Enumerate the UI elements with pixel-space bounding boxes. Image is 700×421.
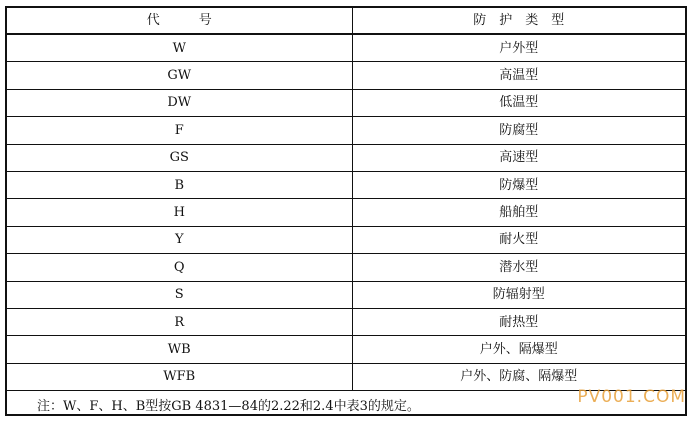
- cell-code: WFB: [7, 363, 352, 390]
- cell-type: 防腐型: [352, 117, 685, 144]
- cell-type: 户外、防腐、隔爆型: [352, 363, 685, 390]
- header-protection-type: 防 护 类 型: [352, 8, 685, 34]
- cell-type: 潜水型: [352, 254, 685, 281]
- cell-type: 耐火型: [352, 226, 685, 253]
- cell-type: 户外、隔爆型: [352, 336, 685, 363]
- header-code: 代 号: [7, 8, 352, 34]
- cell-type: 户外型: [352, 34, 685, 62]
- table-row: [7, 89, 685, 116]
- cell-type: 低温型: [352, 89, 685, 116]
- table-row: [7, 34, 685, 62]
- table-row: [7, 171, 685, 198]
- cell-type: 防辐射型: [352, 281, 685, 308]
- table-row: [7, 281, 685, 308]
- protection-type-table-frame: [5, 6, 687, 416]
- table-row: [7, 226, 685, 253]
- cell-code: DW: [7, 89, 352, 116]
- table-row: [7, 308, 685, 335]
- cell-code: B: [7, 171, 352, 198]
- site-watermark: PV001.COM: [577, 387, 686, 407]
- table-row: [7, 336, 685, 363]
- protection-type-table: [7, 8, 685, 421]
- table-row: [7, 117, 685, 144]
- cell-type: 防爆型: [352, 171, 685, 198]
- cell-code: H: [7, 199, 352, 226]
- table-row: [7, 199, 685, 226]
- table-note: 注：W、F、H、B型按GB 4831—84的2.22和2.4中表3的规定。: [37, 398, 420, 414]
- cell-code: Y: [7, 226, 352, 253]
- cell-code: WB: [7, 336, 352, 363]
- cell-code: R: [7, 308, 352, 335]
- cell-type: 耐热型: [352, 308, 685, 335]
- cell-code: Q: [7, 254, 352, 281]
- table-row: [7, 144, 685, 171]
- table-row: [7, 62, 685, 89]
- cell-type: 高温型: [352, 62, 685, 89]
- cell-type: 高速型: [352, 144, 685, 171]
- cell-code: S: [7, 281, 352, 308]
- table-header-row: [7, 8, 685, 34]
- cell-code: W: [7, 34, 352, 62]
- cell-code: GS: [7, 144, 352, 171]
- cell-type: 船舶型: [352, 199, 685, 226]
- table-row: [7, 254, 685, 281]
- cell-code: GW: [7, 62, 352, 89]
- cell-code: F: [7, 117, 352, 144]
